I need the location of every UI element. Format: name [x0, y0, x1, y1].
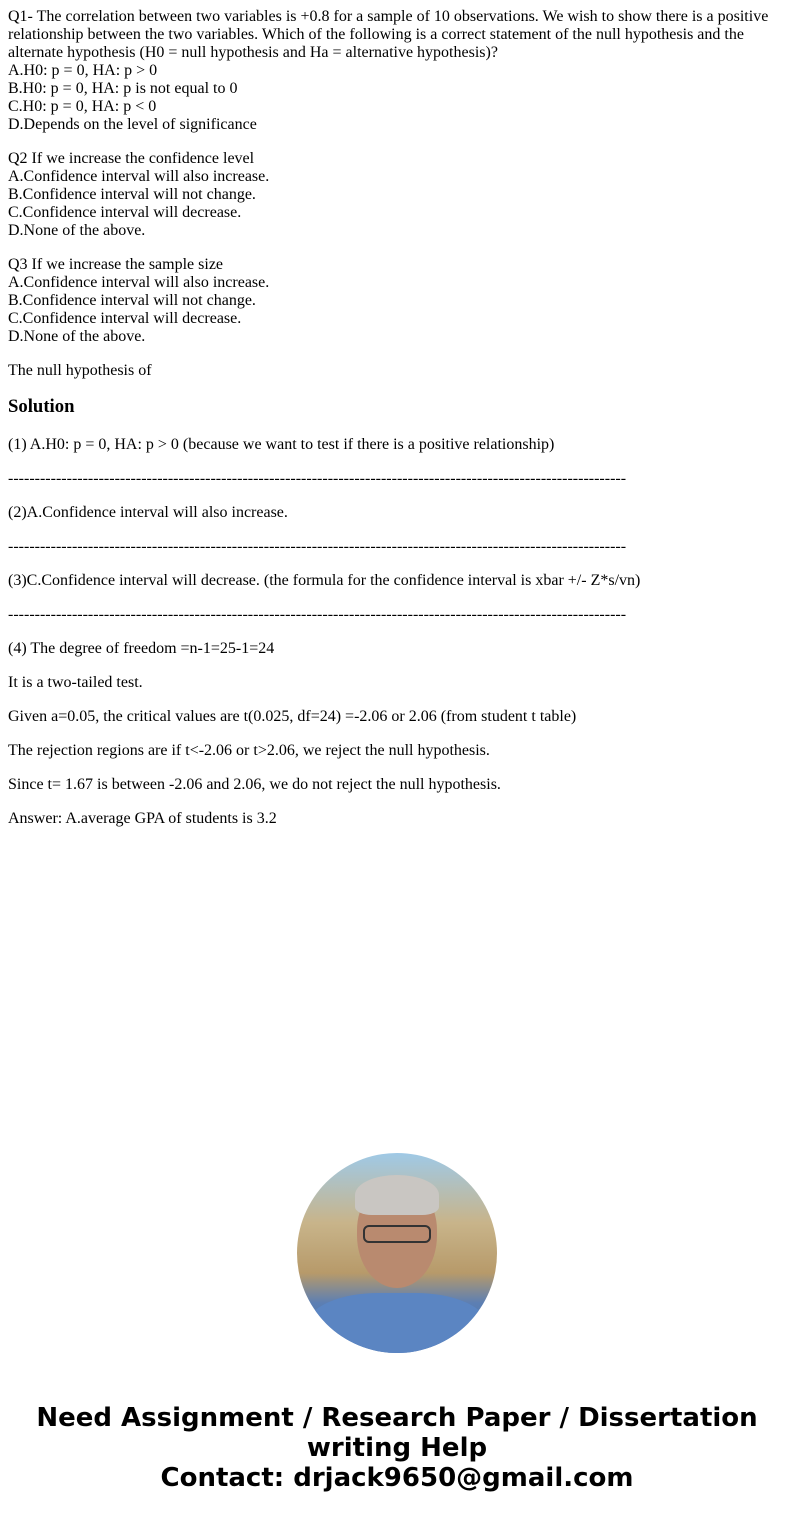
option: B.H0: p = 0, HA: p is not equal to 0 — [8, 80, 238, 97]
photo-shirt — [307, 1293, 487, 1353]
option: C.Confidence interval will decrease. — [8, 204, 242, 221]
divider: -------------------------------------------------------------------------------------------------------------------- — [8, 538, 627, 555]
solution-paragraph: The rejection regions are if t<-2.06 or t>2.06, we reject the null hypothesis. — [8, 742, 490, 759]
question-3 — [8, 256, 786, 346]
option: B.Confidence interval will not change. — [8, 292, 256, 309]
question-text: Q2 If we increase the confidence level — [8, 150, 255, 167]
solution-paragraph: (4) The degree of freedom =n-1=25-1=24 — [8, 640, 275, 657]
question-text: Q3 If we increase the sample size — [8, 256, 224, 273]
option: A.Confidence interval will also increase. — [8, 274, 270, 291]
trailing-text: The null hypothesis of — [8, 362, 152, 379]
author-photo — [297, 1153, 497, 1353]
footer-line: Need Assignment / Research Paper / Dissertation — [36, 1403, 758, 1433]
option: D.None of the above. — [8, 328, 146, 345]
option: B.Confidence interval will not change. — [8, 186, 256, 203]
solution-paragraph: Answer: A.average GPA of students is 3.2 — [8, 810, 277, 827]
option: C.Confidence interval will decrease. — [8, 310, 242, 327]
solution-paragraph: Since t= 1.67 is between -2.06 and 2.06, we do not reject the null hypothesis. — [8, 776, 501, 793]
solution-paragraph: (2)A.Confidence interval will also increase. — [8, 504, 288, 521]
option: A.H0: p = 0, HA: p > 0 — [8, 62, 158, 79]
contact-footer — [0, 1403, 794, 1493]
question-1 — [8, 8, 786, 134]
solution-paragraph: Given a=0.05, the critical values are t(0.025, df=24) =-2.06 or 2.06 (from student t table) — [8, 708, 577, 725]
solution-paragraph: (1) A.H0: p = 0, HA: p > 0 (because we want to test if there is a positive relationship) — [8, 436, 555, 453]
question-2 — [8, 150, 786, 240]
solution-paragraph: (3)C.Confidence interval will decrease. (the formula for the confidence interval is xbar +/- Z*s/vn) — [8, 572, 641, 589]
solution-heading: Solution — [8, 396, 75, 417]
question-text: Q1- The correlation between two variables is +0.8 for a sample of 10 observations. We wish to show there is a positive relationship between the two variables. Which of the following is a correct statement of the null hypothesis and the alternate hypothesis (H0 = null hypothesis and Ha = alternative hypothesis)? — [8, 8, 769, 61]
footer-contact: Contact: drjack9650@gmail.com — [160, 1463, 634, 1493]
divider: -------------------------------------------------------------------------------------------------------------------- — [8, 606, 627, 623]
photo-glasses — [363, 1225, 431, 1243]
solution-paragraph: It is a two-tailed test. — [8, 674, 143, 691]
option: A.Confidence interval will also increase. — [8, 168, 270, 185]
photo-hair — [355, 1175, 439, 1215]
footer-line: writing Help — [306, 1433, 488, 1463]
option: D.Depends on the level of significance — [8, 116, 257, 133]
option: C.H0: p = 0, HA: p < 0 — [8, 98, 157, 115]
divider: -------------------------------------------------------------------------------------------------------------------- — [8, 470, 627, 487]
option: D.None of the above. — [8, 222, 146, 239]
